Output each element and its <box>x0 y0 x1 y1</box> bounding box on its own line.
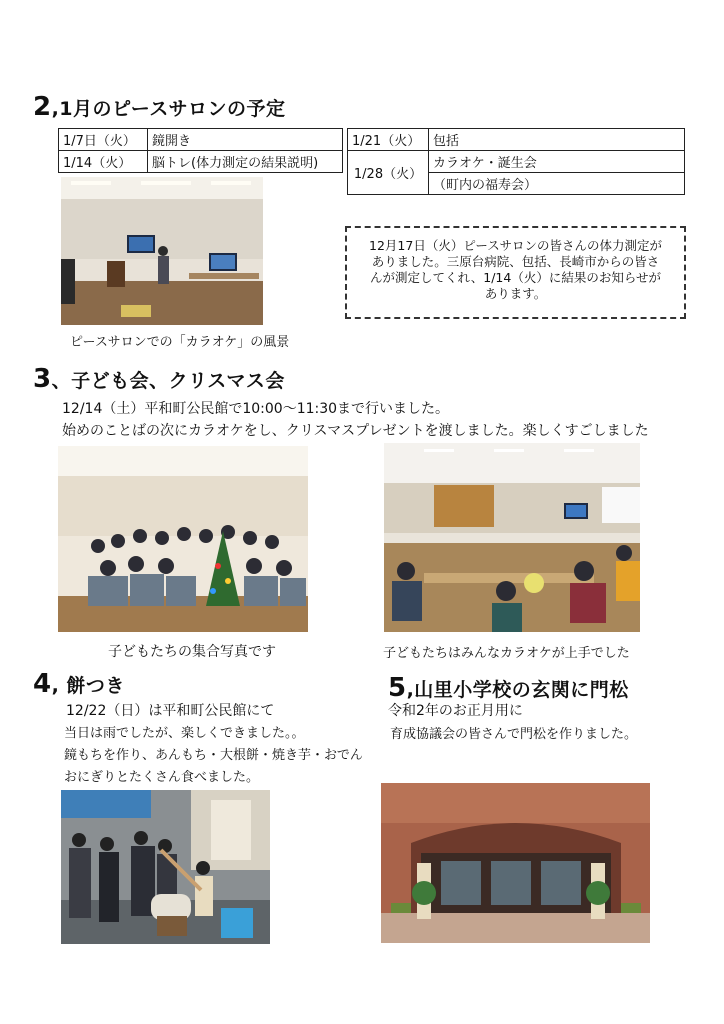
section3-number: 3 <box>33 364 52 394</box>
section4-number: 4 <box>33 669 52 699</box>
section2-heading <box>33 92 285 122</box>
schedule-row <box>348 129 685 151</box>
kids-group-photo <box>58 446 308 632</box>
notice-line: んが測定してくれ、1/14（火）に結果のお知らせが <box>370 270 661 285</box>
salon-karaoke-photo <box>61 177 263 325</box>
schedule-row <box>348 151 685 173</box>
section5-heading <box>388 673 629 703</box>
schedule-table-left <box>58 128 343 173</box>
schedule-event-sub: （町内の福寿会） <box>429 173 685 195</box>
group-photo-caption: 子どもたちの集合写真です <box>108 644 276 660</box>
notice-line: あります。 <box>484 286 547 301</box>
kids-karaoke-photo <box>384 443 640 632</box>
section4-title: , 餅つき <box>51 675 125 697</box>
school-entrance-photo <box>381 783 650 943</box>
mochi-pounding-photo <box>61 790 270 944</box>
health-check-notice <box>345 226 686 319</box>
section5-line1: 令和2年のお正月用に <box>388 703 523 719</box>
schedule-event: カラオケ・誕生会 <box>429 151 685 173</box>
section4-line2: 当日は雨でしたが、楽しくできました。。 <box>64 726 305 741</box>
schedule-table-right <box>347 128 685 195</box>
section5-line2: 育成協議会の皆さんで門松を作りました。 <box>390 727 638 742</box>
section4-line3: 鏡もちを作り、あんもち・大根餅・焼き芋・おでん <box>64 748 363 763</box>
section3-heading <box>33 364 285 394</box>
schedule-row <box>59 151 343 173</box>
section3-line1: 12/14（土）平和町公民館で10:00～11:30まで行いました。 <box>62 401 450 417</box>
section4-line4: おにぎりとたくさん食べました。 <box>64 770 260 785</box>
karaoke-photo-caption: 子どもたちはみんなカラオケが上手でした <box>383 646 630 661</box>
schedule-row <box>59 129 343 151</box>
section4-heading <box>33 669 125 699</box>
schedule-event: 鏡開き <box>148 129 343 151</box>
section4-line1: 12/22（日）は平和町公民館にて <box>66 703 275 719</box>
notice-line: 12月17日（火）ピースサロンの皆さんの体力測定が <box>369 238 662 253</box>
section5-title: ,山里小学校の玄関に門松 <box>406 679 629 701</box>
schedule-date: 1/7日（火） <box>59 129 148 151</box>
schedule-date: 1/14（火） <box>59 151 148 173</box>
schedule-event: 脳トレ(体力測定の結果説明) <box>148 151 343 173</box>
schedule-date: 1/21（火） <box>348 129 429 151</box>
section2-number: 2 <box>33 92 52 122</box>
section3-title: 、子ども会、クリスマス会 <box>51 370 285 392</box>
section5-number: 5 <box>388 673 407 703</box>
schedule-date: 1/28（火） <box>348 151 429 195</box>
section3-line2: 始めのことばの次にカラオケをし、クリスマスプレゼントを渡しました。楽しくすごしました <box>62 423 649 439</box>
notice-line: ありました。三原台病院、包括、長崎市からの皆さ <box>371 254 660 269</box>
section2-title: ,1月のピースサロンの予定 <box>51 98 286 120</box>
salon-photo-caption: ピースサロンでの「カラオケ」の風景 <box>70 335 290 350</box>
schedule-event: 包括 <box>429 129 685 151</box>
